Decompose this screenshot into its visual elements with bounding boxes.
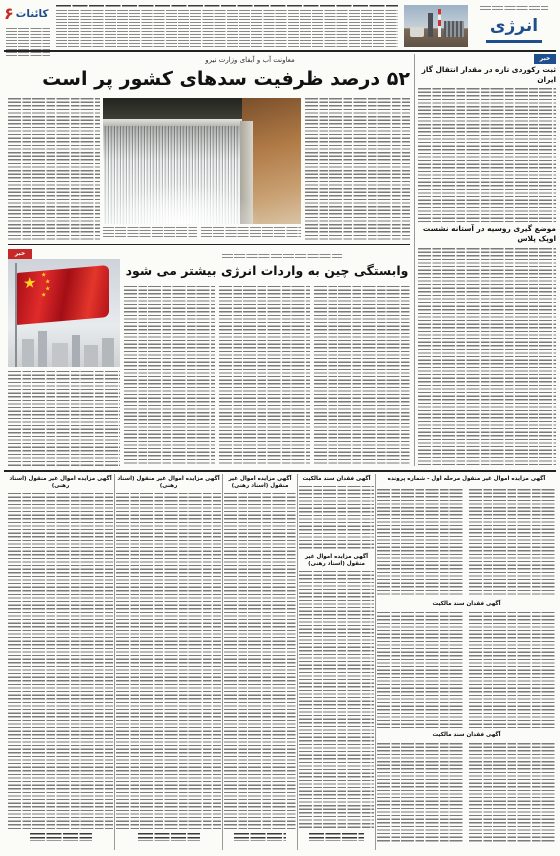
dam-photo — [103, 98, 301, 224]
ad-signature — [234, 833, 286, 841]
section-logo-bar — [486, 40, 542, 43]
masthead — [4, 4, 52, 62]
top-intro-text — [56, 10, 398, 47]
ad-body — [469, 612, 556, 728]
ad-title: آگهی فقدان سند مالکیت — [432, 601, 501, 607]
ad-column-1 — [8, 475, 113, 847]
refinery-photo — [404, 5, 468, 47]
ad-title: آگهی مزایده اموال غیر منقول (اسناد رهنی) — [9, 476, 112, 489]
china-headline: وابستگی چین به واردات انرژی بیشتر می شود — [125, 263, 409, 278]
refinery-tank — [410, 27, 424, 37]
ad-body — [469, 489, 556, 597]
china-body-col-1 — [314, 286, 410, 466]
ad-body — [299, 486, 374, 550]
gas-story-headline: ثبت رکوردی تازه در مقدار انتقال گاز ایران — [421, 65, 556, 84]
china-kicker — [222, 254, 342, 259]
skyline-building — [72, 335, 80, 367]
flag-star-icon: ★ — [41, 291, 47, 299]
flag-star-icon: ★ — [45, 278, 51, 286]
ad-signature — [309, 833, 364, 841]
page-number: ۶ — [4, 4, 14, 23]
lead-headline: ۵۲ درصد ظرفیت سدهای کشور پر است — [42, 68, 410, 90]
ad-divider — [297, 474, 298, 850]
ad-title: آگهی مزایده اموال غیر منقول (اسناد رهنی) — [228, 476, 292, 489]
china-flag — [17, 265, 109, 325]
gas-story-body — [418, 88, 556, 222]
ad-divider — [114, 474, 115, 850]
lead-kicker: معاونت آب و آبفای وزارت نیرو — [205, 56, 295, 64]
skyline-building — [84, 345, 98, 367]
lead-body-left — [8, 98, 100, 240]
ad-signature — [138, 833, 200, 841]
china-body-under-photo — [8, 371, 120, 466]
news-tag: خبر — [534, 54, 556, 64]
ad-column-3 — [224, 475, 296, 847]
dam-trees — [103, 98, 246, 119]
ad-divider — [375, 474, 376, 850]
news-tag: خبر — [8, 249, 32, 259]
flag-star-icon: ★ — [41, 271, 47, 279]
china-body-col-3 — [124, 286, 215, 466]
china-body-col-2 — [219, 286, 310, 466]
gas-story — [418, 54, 556, 222]
ad-divider — [222, 474, 223, 850]
opec-story — [418, 224, 556, 466]
ad-body — [299, 571, 374, 829]
lead-body-right — [305, 98, 410, 240]
paper-name: کائنات — [15, 8, 49, 20]
ad-body — [469, 743, 556, 843]
ad-title: آگهی مزایده اموال غیر منقول مرحله اول - شماره پرونده — [387, 476, 546, 482]
issue-info — [6, 28, 50, 58]
skyline-building — [102, 338, 114, 367]
ad-column-right — [377, 475, 556, 847]
ad-column-2 — [116, 475, 221, 847]
ad-body — [377, 612, 464, 728]
right-column-divider — [414, 54, 415, 466]
skyline-building — [38, 331, 47, 367]
skyline-building — [22, 339, 34, 367]
section-title: انرژی — [489, 16, 539, 36]
ad-body — [116, 493, 221, 829]
section-contact-line — [480, 6, 548, 10]
water-mist — [103, 184, 261, 224]
lead-bottom-rule — [8, 244, 410, 245]
section-logo — [472, 5, 556, 48]
ad-title: آگهی فقدان سند مالکیت — [302, 476, 371, 482]
opec-story-body — [418, 248, 556, 466]
top-intro-lead-line — [56, 5, 398, 9]
flag-large-star-icon: ★ — [23, 273, 37, 293]
masthead-logo — [4, 4, 52, 24]
skyline-building — [52, 343, 68, 367]
ad-body — [377, 743, 464, 843]
dam-photo-caption-left — [103, 227, 197, 239]
header-rule — [4, 50, 556, 52]
refinery-structure — [444, 21, 464, 37]
ad-column-4 — [299, 475, 374, 847]
ad-body — [377, 489, 464, 597]
ad-title: آگهی مزایده اموال غیر منقول (اسناد رهنی) — [304, 554, 369, 567]
ad-signature — [30, 833, 92, 841]
dam-photo-caption-right — [201, 227, 301, 239]
opec-story-headline: موضع گیری روسیه در آستانه نشست اوپک پلاس — [422, 224, 556, 243]
ad-body — [8, 493, 113, 829]
china-flag-photo — [8, 259, 120, 367]
refinery-tower — [428, 13, 433, 37]
flag-star-icon: ★ — [45, 285, 51, 293]
ads-top-rule — [4, 470, 556, 472]
ad-title: آگهی مزایده اموال غیر منقول (اسناد رهنی) — [117, 476, 220, 489]
ad-title: آگهی فقدان سند مالکیت — [432, 732, 501, 738]
refinery-stack — [438, 9, 441, 37]
ad-body — [224, 493, 296, 829]
